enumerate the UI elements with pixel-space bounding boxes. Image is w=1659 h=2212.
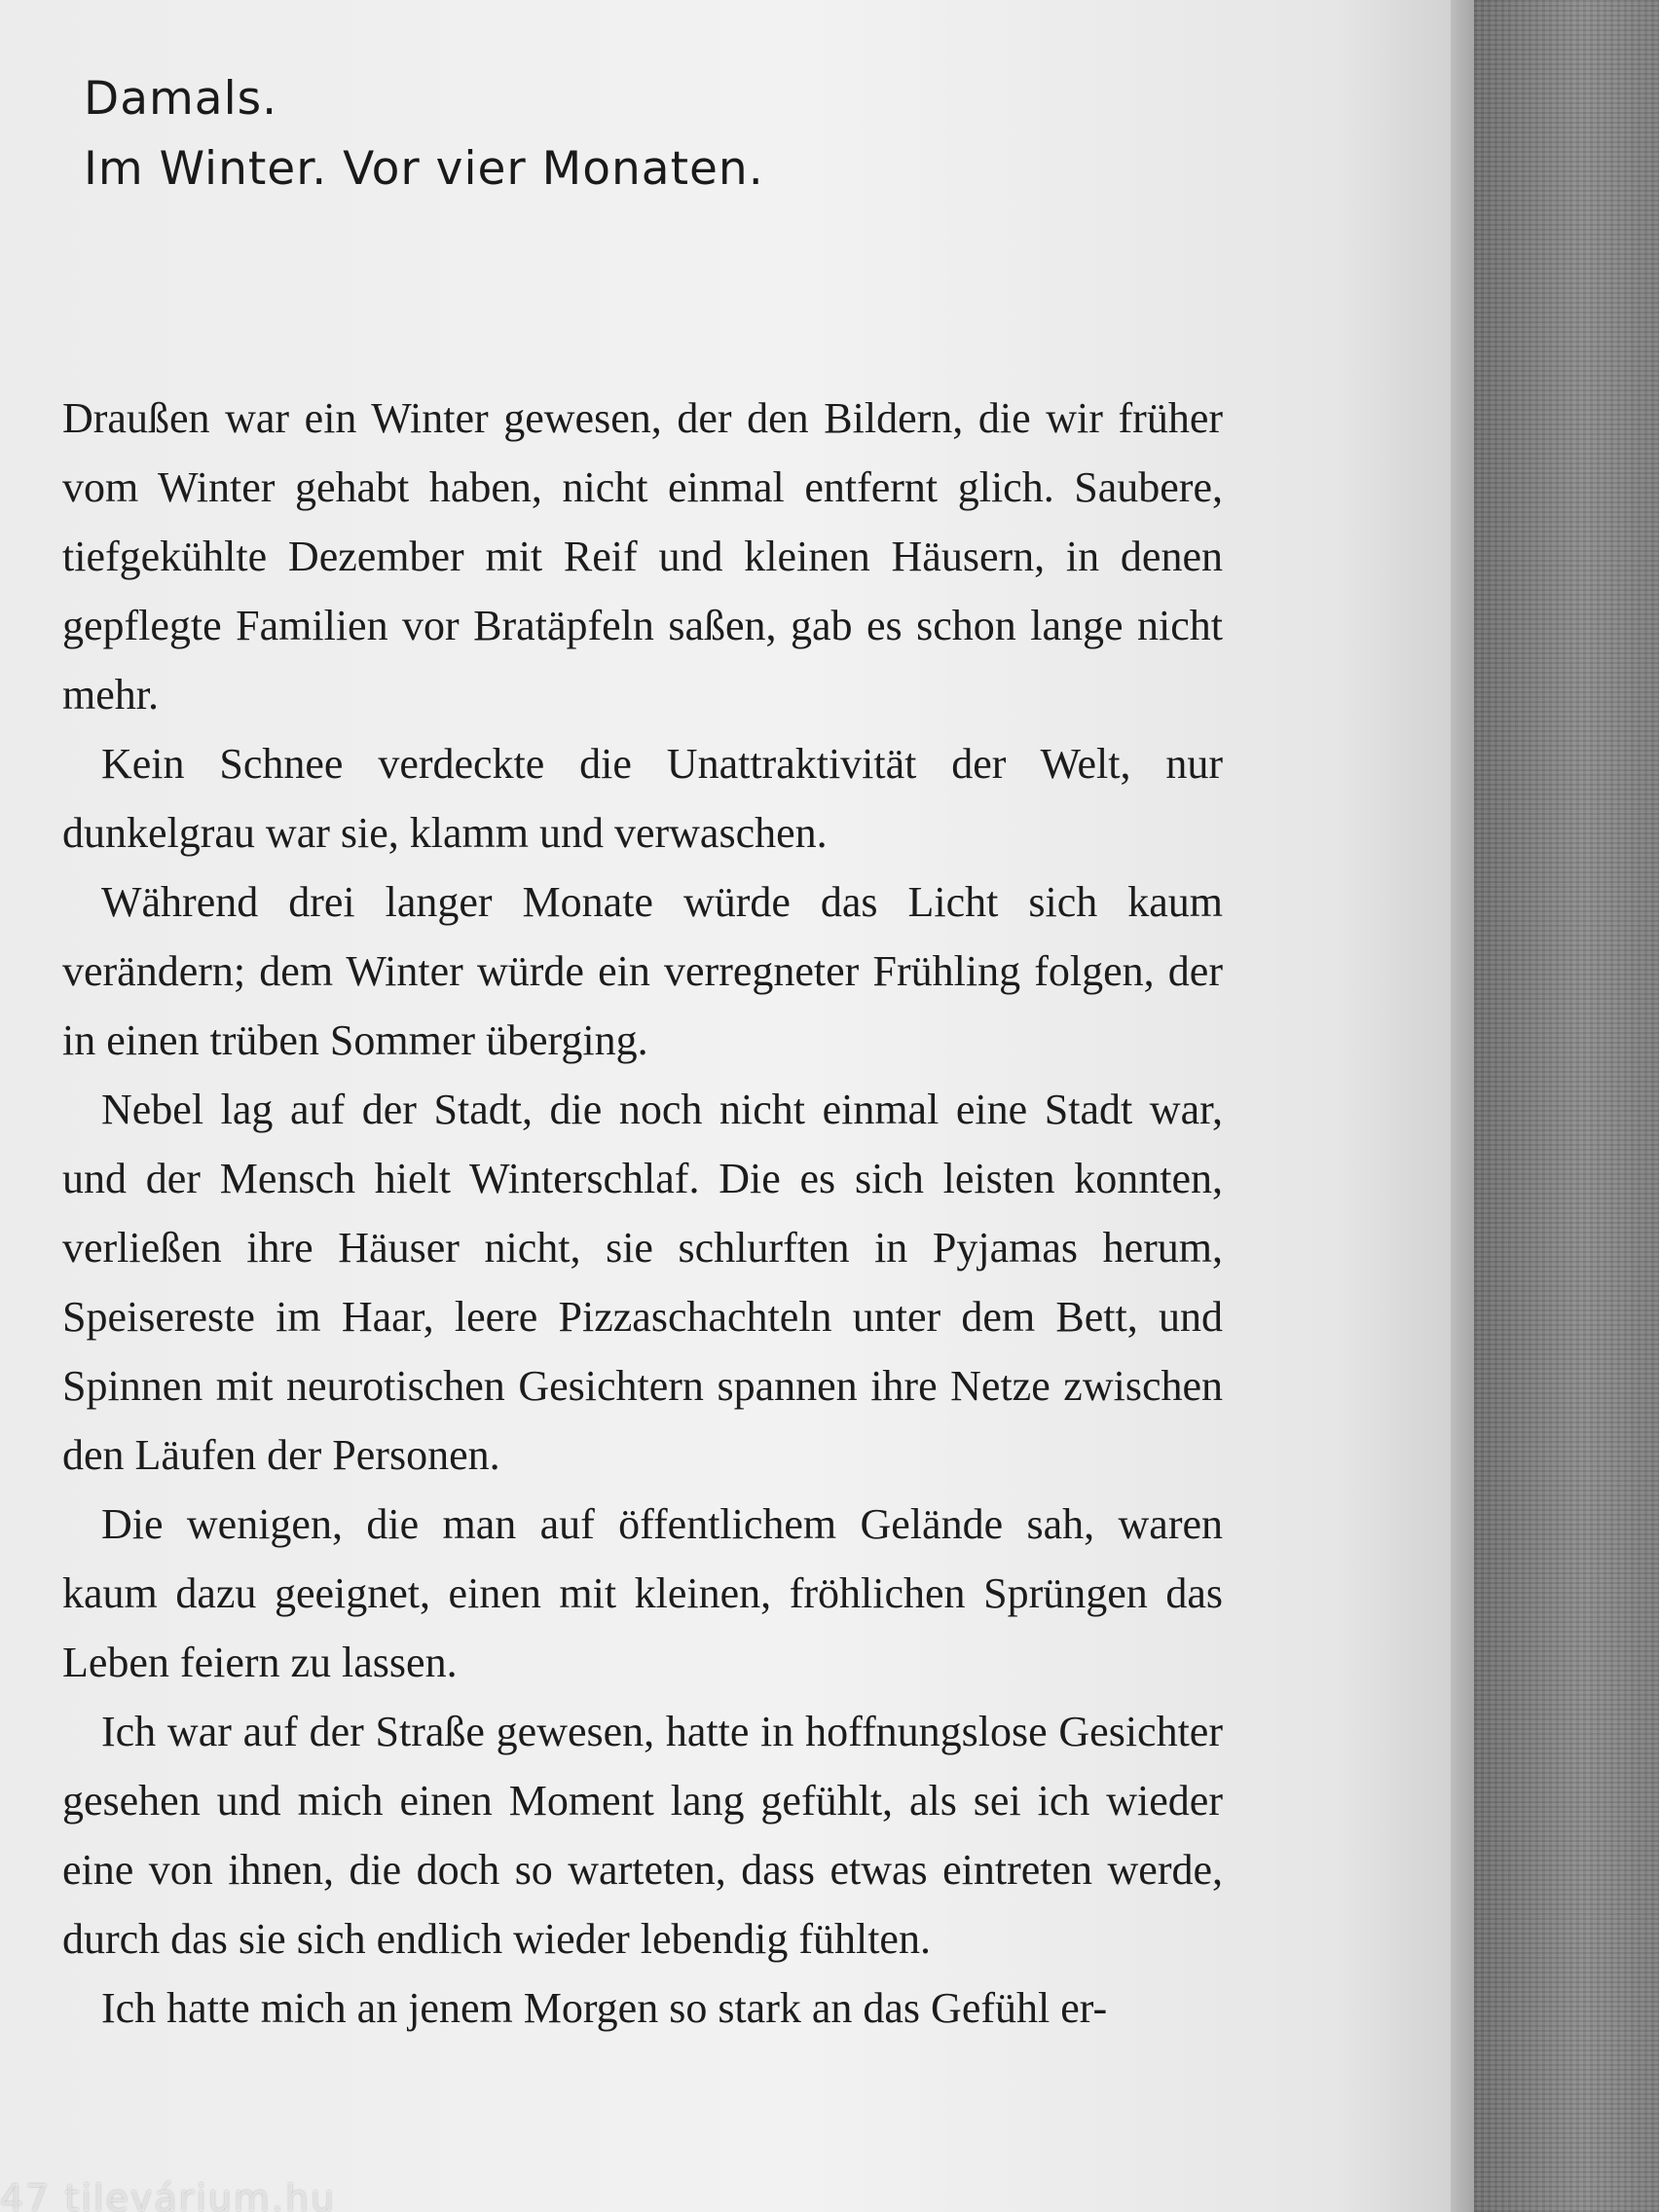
paragraph-3: Während drei langer Monate würde das Licht sich kaum verändern; dem Winter würde ein verregneter Frühling folgen, der in einen trüben Sommer überging. [62, 878, 1223, 1064]
paragraph-1: Draußen war ein Winter gewesen, der den Bildern, die wir früher vom Winter gehabt haben, nicht einmal entfernt glich. Saubere, tiefgekühlte Dezember mit Reif und kleinen Häusern, in denen gepflegte Familien vor Bratäpfeln saßen, gab es schon lange nicht mehr. [62, 394, 1223, 719]
heading-line-2: Im Winter. Vor vier Monaten. [84, 142, 764, 196]
paragraph-6: Ich war auf der Straße gewesen, hatte in hoffnungslose Gesichter gesehen und mich einen Moment lang gefühlt, als sei ich wieder eine von ihnen, die doch so warteten, dass etwas eintreten werde, durch das sie sich endlich wieder lebendig fühlten. [62, 1708, 1223, 1963]
watermark-text: 47 tilevárium.hu [0, 2177, 337, 2212]
paragraph-5: Die wenigen, die man auf öffentlichem Gelände sah, waren kaum dazu geeignet, einen mit kleinen, fröhlichen Sprüngen das Leben feiern zu lassen. [62, 1500, 1223, 1686]
paragraph-2: Kein Schnee verdeckte die Unattraktivität der Welt, nur dunkelgrau war sie, klamm und verwaschen. [62, 740, 1223, 857]
body-text [62, 384, 1223, 2043]
page-edge [1451, 0, 1474, 2212]
paragraph-4: Nebel lag auf der Stadt, die noch nicht einmal eine Stadt war, und der Mensch hielt Winterschlaf. Die es sich leisten konnten, verließen ihre Häuser nicht, sie schlurften in Pyjamas herum, Speisereste im Haar, leere Pizzaschachteln unter dem Bett, und Spinnen mit neurotischen Gesichtern spannen ihre Netze zwischen den Läufen der Personen. [62, 1086, 1223, 1479]
chapter-heading [84, 64, 764, 204]
background-surface [1474, 0, 1659, 2212]
paragraph-7: Ich hatte mich an jenem Morgen so stark an das Gefühl er- [101, 1984, 1108, 2032]
heading-line-1: Damals. [84, 72, 278, 126]
